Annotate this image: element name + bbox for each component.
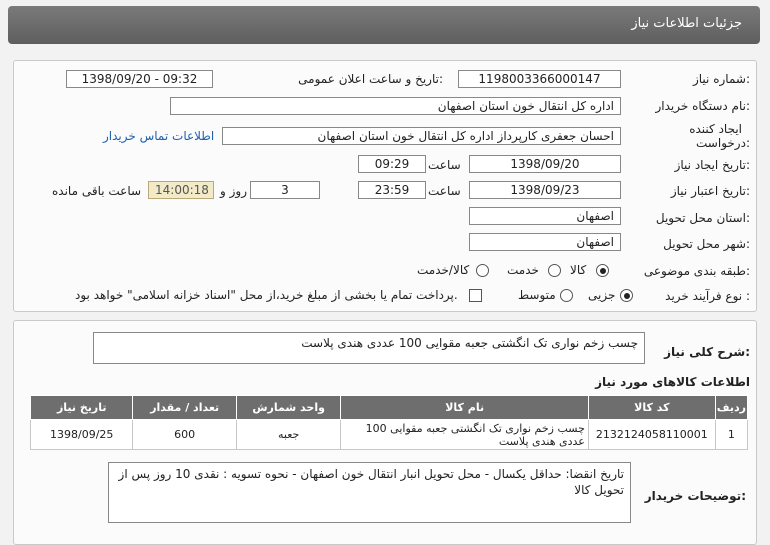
table-row: [31, 420, 748, 450]
process-option-medium: متوسط: [518, 288, 556, 302]
province-label: استان محل تحویل:: [655, 211, 750, 225]
items-table-header: [31, 396, 748, 420]
col-name: نام کالا: [341, 396, 588, 420]
validity-date-field: 1398/09/23: [469, 181, 621, 199]
process-option-minor: جزیی: [588, 288, 616, 302]
need-number-field: 1198003366000147: [458, 70, 621, 88]
days-label: روز و: [220, 184, 247, 198]
announce-label: تاریخ و ساعت اعلان عمومی:: [298, 72, 443, 86]
category-radio-goods[interactable]: [596, 264, 609, 277]
creator-label-1: ایجاد کننده: [689, 122, 742, 136]
col-unit: واحد شمارش: [236, 396, 341, 420]
creator-label-2: درخواست:: [696, 136, 750, 150]
process-radio-medium[interactable]: [560, 289, 573, 302]
cell-qty: 600: [133, 420, 236, 450]
validity-time-field: 23:59: [358, 181, 426, 199]
city-label: شهر محل تحویل:: [663, 237, 750, 251]
description-label: شرح کلی نیاز:: [664, 345, 750, 359]
category-option-goods: کالا: [570, 263, 587, 277]
create-time-field: 09:29: [358, 155, 426, 173]
create-date-field: 1398/09/20: [469, 155, 621, 173]
province-field: اصفهان: [469, 207, 621, 225]
cell-unit: جعبه: [236, 420, 341, 450]
contact-buyer-link[interactable]: اطلاعات تماس خریدار: [103, 129, 215, 143]
process-label: نوع فرآیند خرید :: [665, 289, 750, 303]
buyer-field: اداره کل انتقال خون استان اصفهان: [170, 97, 621, 115]
col-qty: تعداد / مقدار: [133, 396, 236, 420]
announce-field: 1398/09/20 - 09:32: [66, 70, 213, 88]
treasury-checkbox[interactable]: [469, 289, 482, 302]
col-date: تاریخ نیاز: [31, 396, 133, 420]
page-header: [8, 6, 760, 44]
description-field: چسب زخم نواری تک انگشتی جعبه مقوایی 100 عددی هندی پلاست: [93, 332, 645, 364]
process-radio-minor[interactable]: [620, 289, 633, 302]
validity-date-label: تاریخ اعتبار نیاز:: [670, 184, 750, 198]
category-radio-goods-service[interactable]: [476, 264, 489, 277]
remaining-days-field: 3: [250, 181, 320, 199]
payment-note: پرداخت تمام یا بخشی از مبلغ خرید،از محل "اسناد خزانه اسلامی" خواهد بود.: [75, 288, 458, 302]
buyer-notes-label: توضیحات خریدار:: [644, 489, 746, 503]
creator-field: احسان جعفری کارپرداز اداره کل انتقال خون استان اصفهان: [222, 127, 621, 145]
category-label: طبقه بندی موضوعی:: [643, 264, 750, 278]
category-option-service: خدمت: [507, 263, 539, 277]
buyer-notes-field: تاریخ انقضا: حداقل یکسال - محل تحویل انبار انتقال خون اصفهان - نحوه تسویه : نقدی 10 روز پس از تحویل کالا: [108, 462, 631, 523]
create-date-label: تاریخ ایجاد نیاز:: [674, 158, 750, 172]
page-title: جزئیات اطلاعات نیاز: [631, 16, 742, 31]
remaining-label: ساعت باقی مانده: [52, 184, 142, 198]
cell-date: 1398/09/25: [31, 420, 133, 450]
col-code: کد کالا: [588, 396, 715, 420]
items-section-title: اطلاعات کالاهای مورد نیاز: [595, 375, 750, 389]
need-number-label: شماره نیاز:: [692, 72, 750, 86]
city-field: اصفهان: [469, 233, 621, 251]
category-radio-service[interactable]: [548, 264, 561, 277]
col-row: ردیف: [715, 396, 747, 420]
buyer-label: نام دستگاه خریدار:: [655, 99, 750, 113]
cell-name: چسب زخم نواری تک انگشتی جعبه مقوایی 100 عددی هندی پلاست: [341, 420, 588, 450]
remaining-time-field: 14:00:18: [148, 181, 214, 199]
items-table: [30, 395, 748, 450]
category-option-goods-service: کالا/خدمت: [417, 263, 470, 277]
cell-code: 2132124058110001: [588, 420, 715, 450]
cell-row: 1: [715, 420, 747, 450]
validity-time-label: ساعت: [428, 184, 461, 198]
create-time-label: ساعت: [428, 158, 461, 172]
